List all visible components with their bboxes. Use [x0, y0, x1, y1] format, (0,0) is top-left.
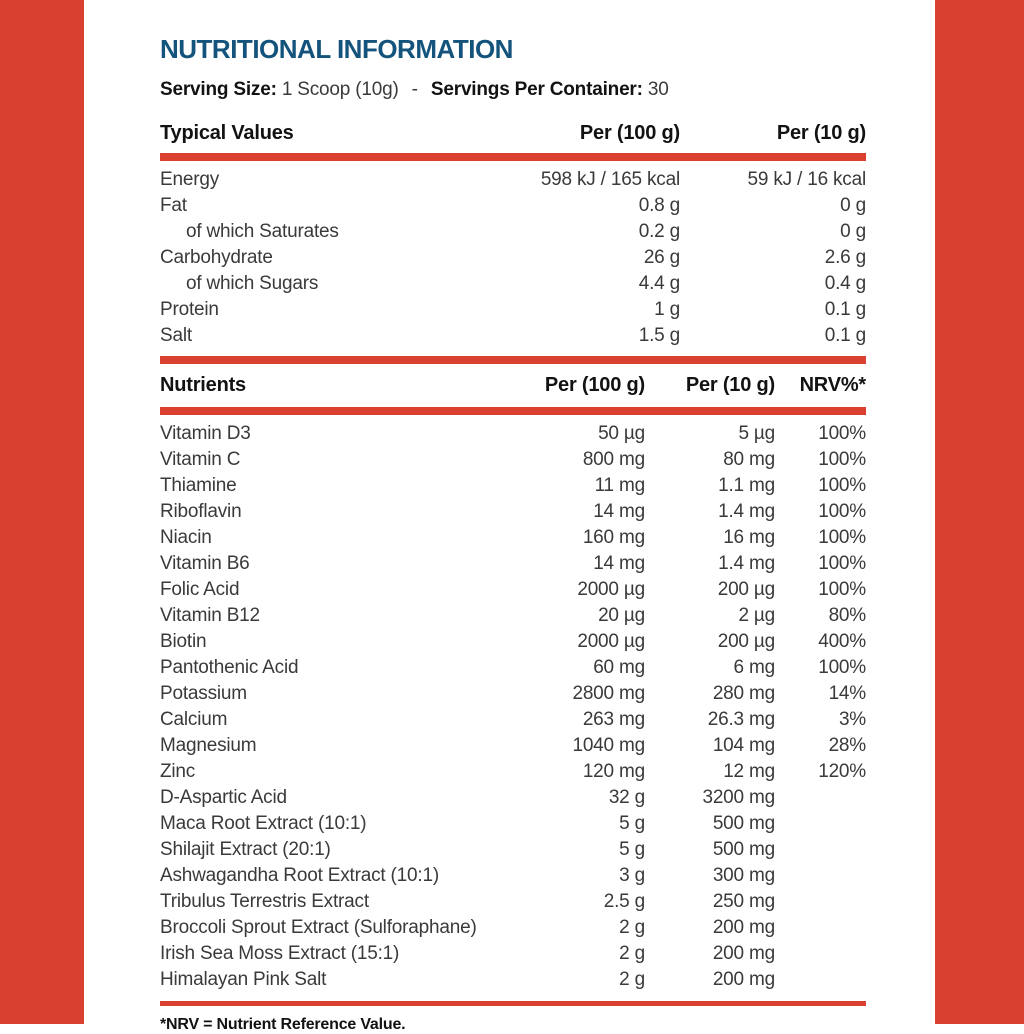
- nutrient-row: [160, 499, 866, 525]
- nutrient-row-label: Ashwagandha Root Extract (10:1): [160, 863, 515, 889]
- typical-row: [160, 219, 866, 245]
- nutrient-row: [160, 447, 866, 473]
- nrv-footnote: *NRV = Nutrient Reference Value.: [160, 1016, 866, 1034]
- typical-row-per10g: 59 kJ / 16 kcal: [680, 167, 866, 193]
- nutrient-row-per100g: 2000 µg: [515, 577, 645, 603]
- nutrient-row-per100g: 20 µg: [515, 603, 645, 629]
- typical-row-label: Fat: [160, 193, 490, 219]
- typical-row-per10g: 0 g: [680, 193, 866, 219]
- typical-row: [160, 271, 866, 297]
- nutrient-row: [160, 837, 866, 863]
- nutrient-row-per10g: 5 µg: [645, 421, 775, 447]
- nutrient-row-per100g: 2.5 g: [515, 889, 645, 915]
- nutrient-row-nrv: 80%: [775, 603, 866, 629]
- nutrient-row-nrv: 100%: [775, 655, 866, 681]
- nutrient-row: [160, 759, 866, 785]
- nutrient-row-per10g: 1.4 mg: [645, 499, 775, 525]
- nutrients-title: Nutrients: [160, 370, 515, 400]
- nutrient-row-per100g: 2800 mg: [515, 681, 645, 707]
- nutrient-row-per100g: 1040 mg: [515, 733, 645, 759]
- typical-row-label: Salt: [160, 323, 490, 349]
- nutrient-row-per10g: 12 mg: [645, 759, 775, 785]
- nutrient-row-per100g: 3 g: [515, 863, 645, 889]
- serving-separator: -: [412, 79, 418, 100]
- nutrient-row-nrv: 100%: [775, 577, 866, 603]
- nutrient-row-label: Zinc: [160, 759, 515, 785]
- nutrient-row-label: Tribulus Terrestris Extract: [160, 889, 515, 915]
- nutrient-row-per10g: 200 mg: [645, 967, 775, 993]
- nutrient-row-per100g: 5 g: [515, 837, 645, 863]
- nutrient-row-per100g: 11 mg: [515, 473, 645, 499]
- nutrient-row-label: Vitamin C: [160, 447, 515, 473]
- nutrient-row-per10g: 26.3 mg: [645, 707, 775, 733]
- nutrient-row-nrv: 400%: [775, 629, 866, 655]
- nutrient-row-nrv: 100%: [775, 473, 866, 499]
- nutrient-row: [160, 525, 866, 551]
- nutrient-row-nrv: [775, 863, 866, 889]
- nutrient-row: [160, 473, 866, 499]
- nutrient-row-per100g: 14 mg: [515, 551, 645, 577]
- nutrient-row-nrv: 100%: [775, 421, 866, 447]
- nutrient-row-label: Potassium: [160, 681, 515, 707]
- nutrient-row-label: Shilajit Extract (20:1): [160, 837, 515, 863]
- nutrients-col-per100g: Per (100 g): [515, 370, 645, 400]
- nutrient-row: [160, 915, 866, 941]
- divider-rule-nutrients: [160, 407, 866, 415]
- nutrient-row: [160, 603, 866, 629]
- nutrient-row-label: Folic Acid: [160, 577, 515, 603]
- nutrition-panel: [160, 0, 866, 1034]
- nutrient-row-nrv: 28%: [775, 733, 866, 759]
- typical-row-label: of which Sugars: [160, 271, 490, 297]
- nutrient-row-nrv: [775, 811, 866, 837]
- nutrient-row-label: Broccoli Sprout Extract (Sulforaphane): [160, 915, 515, 941]
- nutrient-row-label: D-Aspartic Acid: [160, 785, 515, 811]
- typical-row-label: of which Saturates: [160, 219, 490, 245]
- page-title: NUTRITIONAL INFORMATION: [160, 36, 866, 62]
- divider-rule-top: [160, 153, 866, 161]
- serving-line: [160, 79, 866, 102]
- nutrient-row-nrv: 14%: [775, 681, 866, 707]
- typical-row: [160, 245, 866, 271]
- nutrient-row-per10g: 80 mg: [645, 447, 775, 473]
- nutrients-header: [160, 370, 866, 400]
- nutrient-row-per10g: 6 mg: [645, 655, 775, 681]
- nutrients-table: [160, 421, 866, 993]
- nutrient-row-nrv: 3%: [775, 707, 866, 733]
- nutrients-col-per10g: Per (10 g): [645, 370, 775, 400]
- nutrient-row-per100g: 2 g: [515, 941, 645, 967]
- typical-values-header: [160, 120, 866, 146]
- nutrient-row: [160, 655, 866, 681]
- nutrient-row-nrv: [775, 915, 866, 941]
- typical-row-per10g: 2.6 g: [680, 245, 866, 271]
- nutrient-row: [160, 733, 866, 759]
- typical-row-per10g: 0.1 g: [680, 323, 866, 349]
- nutrient-row-per10g: 200 mg: [645, 941, 775, 967]
- typical-row: [160, 323, 866, 349]
- nutrient-row-per10g: 104 mg: [645, 733, 775, 759]
- typical-row-per100g: 1.5 g: [490, 323, 680, 349]
- nutrient-row-label: Biotin: [160, 629, 515, 655]
- nutrient-row-nrv: 100%: [775, 551, 866, 577]
- right-border-bar: [935, 0, 1024, 1024]
- typical-col-per10g: Per (10 g): [680, 120, 866, 146]
- nutrient-row-per100g: 160 mg: [515, 525, 645, 551]
- typical-row-per100g: 0.8 g: [490, 193, 680, 219]
- serving-size-value: 1 Scoop (10g): [282, 79, 399, 100]
- nutrient-row-per100g: 5 g: [515, 811, 645, 837]
- typical-row: [160, 193, 866, 219]
- typical-row-per10g: 0.1 g: [680, 297, 866, 323]
- nutrient-row: [160, 889, 866, 915]
- typical-values-title: Typical Values: [160, 120, 490, 146]
- typical-row-label: Carbohydrate: [160, 245, 490, 271]
- nutrient-row-per10g: 1.4 mg: [645, 551, 775, 577]
- nutrient-row-label: Niacin: [160, 525, 515, 551]
- nutrient-row-per10g: 200 µg: [645, 577, 775, 603]
- nutrient-row-nrv: [775, 785, 866, 811]
- nutrient-row-nrv: 120%: [775, 759, 866, 785]
- nutrient-row-label: Magnesium: [160, 733, 515, 759]
- nutrient-row-label: Pantothenic Acid: [160, 655, 515, 681]
- nutrient-row-per100g: 50 µg: [515, 421, 645, 447]
- nutrient-row: [160, 941, 866, 967]
- nutrient-row-nrv: 100%: [775, 525, 866, 551]
- nutrient-row-per10g: 2 µg: [645, 603, 775, 629]
- nutrient-row-nrv: [775, 941, 866, 967]
- nutrient-row-nrv: 100%: [775, 447, 866, 473]
- typical-row-label: Energy: [160, 167, 490, 193]
- nutrient-row-label: Calcium: [160, 707, 515, 733]
- nutrient-row-per100g: 2 g: [515, 967, 645, 993]
- nutrient-row-label: Thiamine: [160, 473, 515, 499]
- servings-per-container-value: 30: [648, 79, 669, 100]
- nutrient-row-per10g: 500 mg: [645, 811, 775, 837]
- nutrient-row-per100g: 14 mg: [515, 499, 645, 525]
- nutrient-row-per100g: 2 g: [515, 915, 645, 941]
- typical-values-table: [160, 167, 866, 349]
- divider-rule-bottom: [160, 1001, 866, 1006]
- nutrient-row-per10g: 1.1 mg: [645, 473, 775, 499]
- typical-row-per100g: 0.2 g: [490, 219, 680, 245]
- nutrient-row-per100g: 263 mg: [515, 707, 645, 733]
- nutrient-row-per100g: 32 g: [515, 785, 645, 811]
- left-border-bar: [0, 0, 84, 1024]
- nutrient-row-label: Vitamin B6: [160, 551, 515, 577]
- nutrient-row-nrv: [775, 889, 866, 915]
- nutrient-row-per10g: 16 mg: [645, 525, 775, 551]
- nutrient-row: [160, 967, 866, 993]
- nutrient-row: [160, 707, 866, 733]
- nutrient-row-nrv: 100%: [775, 499, 866, 525]
- nutrient-row-per10g: 280 mg: [645, 681, 775, 707]
- nutrient-row-label: Maca Root Extract (10:1): [160, 811, 515, 837]
- nutrient-row-per10g: 250 mg: [645, 889, 775, 915]
- nutrient-row-label: Himalayan Pink Salt: [160, 967, 515, 993]
- typical-row: [160, 167, 866, 193]
- serving-size-label: Serving Size:: [160, 79, 277, 100]
- nutrient-row: [160, 551, 866, 577]
- typical-row-per100g: 4.4 g: [490, 271, 680, 297]
- nutrient-row: [160, 629, 866, 655]
- typical-row: [160, 297, 866, 323]
- nutrient-row-label: Riboflavin: [160, 499, 515, 525]
- servings-per-container-label: Servings Per Container:: [431, 79, 643, 100]
- nutrient-row: [160, 785, 866, 811]
- typical-row-per100g: 26 g: [490, 245, 680, 271]
- nutrient-row: [160, 863, 866, 889]
- nutrient-row: [160, 681, 866, 707]
- nutrient-row-per100g: 60 mg: [515, 655, 645, 681]
- nutrient-row: [160, 577, 866, 603]
- typical-row-per10g: 0 g: [680, 219, 866, 245]
- nutrient-row-per10g: 500 mg: [645, 837, 775, 863]
- nutrient-row-label: Irish Sea Moss Extract (15:1): [160, 941, 515, 967]
- nutrient-row: [160, 421, 866, 447]
- nutrient-row: [160, 811, 866, 837]
- typical-row-per10g: 0.4 g: [680, 271, 866, 297]
- nutrient-row-nrv: [775, 967, 866, 993]
- typical-row-per100g: 598 kJ / 165 kcal: [490, 167, 680, 193]
- nutrient-row-nrv: [775, 837, 866, 863]
- nutrient-row-per100g: 120 mg: [515, 759, 645, 785]
- nutrient-row-per10g: 300 mg: [645, 863, 775, 889]
- typical-col-per100g: Per (100 g): [490, 120, 680, 146]
- divider-rule-middle: [160, 356, 866, 364]
- nutrient-row-label: Vitamin B12: [160, 603, 515, 629]
- nutrient-row-label: Vitamin D3: [160, 421, 515, 447]
- typical-row-per100g: 1 g: [490, 297, 680, 323]
- nutrient-row-per100g: 2000 µg: [515, 629, 645, 655]
- nutrient-row-per10g: 3200 mg: [645, 785, 775, 811]
- nutrient-row-per100g: 800 mg: [515, 447, 645, 473]
- typical-row-label: Protein: [160, 297, 490, 323]
- nutrients-col-nrv: NRV%*: [775, 370, 866, 400]
- nutrient-row-per10g: 200 µg: [645, 629, 775, 655]
- nutrient-row-per10g: 200 mg: [645, 915, 775, 941]
